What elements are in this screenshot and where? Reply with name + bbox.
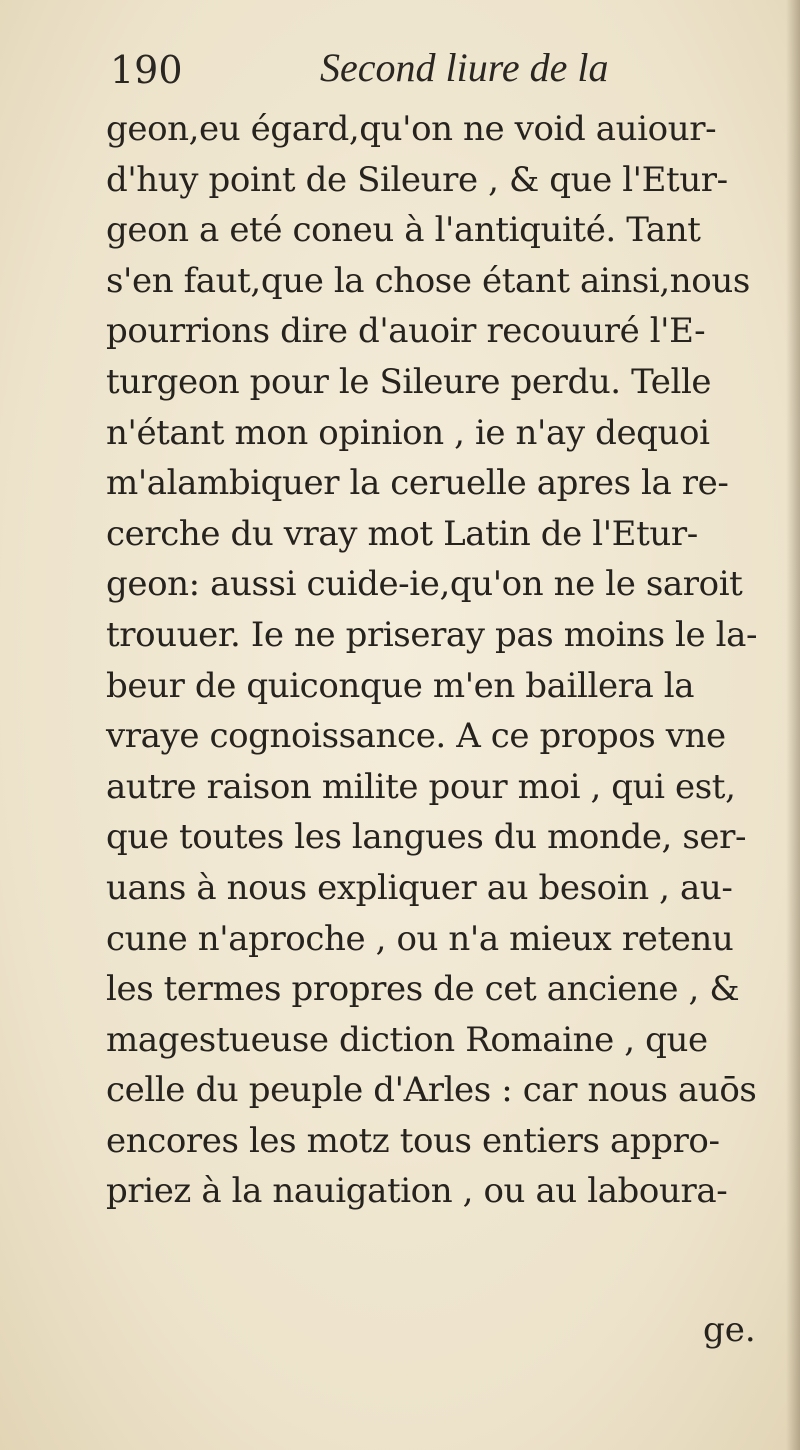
text-line: beur de quiconque m'en baillera la	[106, 665, 695, 706]
text-line: autre raison milite pour moi , qui est,	[106, 766, 736, 807]
text-line: uans à nous expliquer au besoin , au-	[106, 867, 733, 908]
text-line: d'huy point de Sileure , & que l'Etur-	[106, 159, 728, 200]
page-edge-shadow	[786, 0, 800, 1450]
text-line: m'alambiquer la ceruelle apres la re-	[106, 463, 729, 504]
text-line: que toutes les langues du monde, ser-	[106, 817, 747, 858]
text-line: celle du peuple d'Arles : car nous auōs	[106, 1070, 757, 1111]
text-line: pourrions dire d'auoir recouuré l'E-	[106, 311, 706, 352]
text-line: turgeon pour le Sileure perdu. Telle	[106, 361, 712, 402]
text-line: les termes propres de cet anciene , &	[106, 969, 740, 1010]
text-line: magestueuse diction Romaine , que	[106, 1019, 708, 1060]
text-line: priez à la nauigation , ou au laboura-	[106, 1171, 728, 1212]
text-line: s'en faut,que la chose étant ainsi,nous	[106, 260, 750, 301]
text-line: cune n'aproche , ou n'a mieux retenu	[106, 918, 734, 959]
running-title: Second liure de la	[320, 45, 609, 90]
text-line: geon,eu égard,qu'on ne void auiour-	[106, 109, 717, 149]
running-head	[110, 38, 770, 98]
text-line: geon: aussi cuide-ie,qu'on ne le saroit	[106, 564, 743, 605]
text-line: vraye cognoissance. A ce propos vne	[106, 716, 726, 757]
page-number: 190	[110, 48, 183, 92]
text-line: n'étant mon opinion , ie n'ay dequoi	[106, 412, 710, 453]
text-line: cerche du vray mot Latin de l'Etur-	[106, 513, 698, 554]
text-line: trouuer. Ie ne priseray pas moins le la-	[106, 614, 758, 655]
catchword: ge.	[703, 1310, 756, 1350]
body-text	[106, 104, 776, 1217]
text-line: geon a eté coneu à l'antiquité. Tant	[106, 210, 701, 251]
text-line: encores les motz tous entiers appro-	[106, 1120, 720, 1161]
